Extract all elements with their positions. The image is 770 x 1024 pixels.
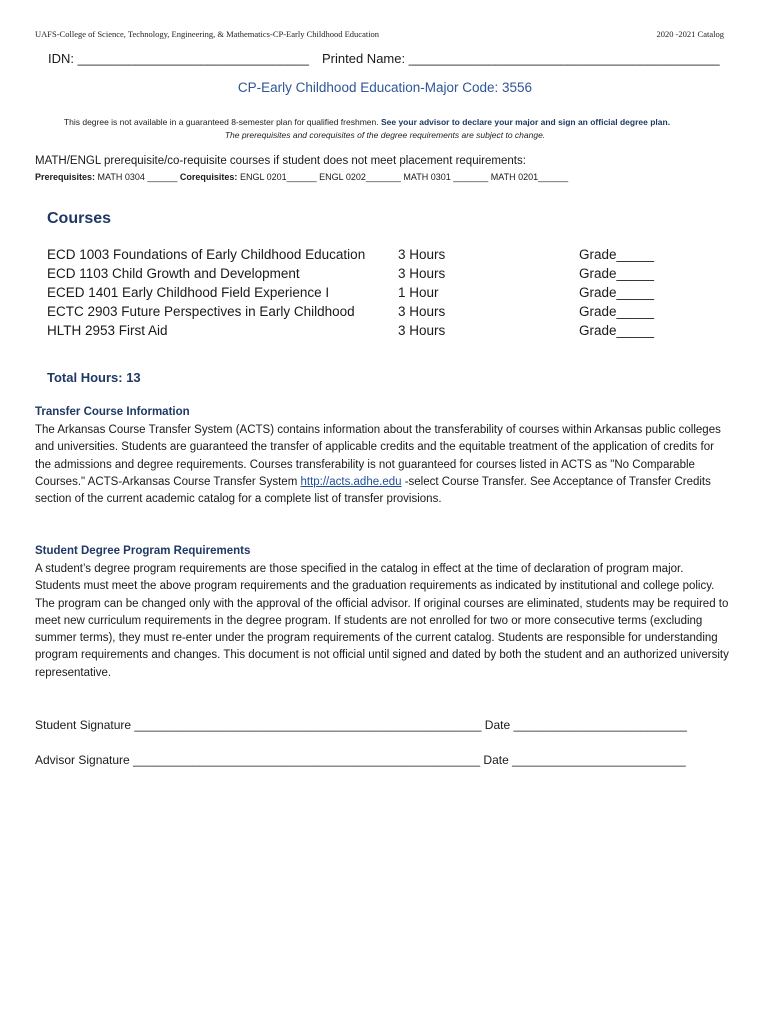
student-signature-line[interactable]: Student Signature ____________________________________________________ Date __________________________ bbox=[35, 718, 687, 732]
degree-notice bbox=[0, 117, 734, 127]
transfer-heading: Transfer Course Information bbox=[35, 406, 190, 418]
catalog-year: 2020 -2021 Catalog bbox=[656, 29, 724, 39]
acts-link[interactable]: http://acts.adhe.edu bbox=[300, 475, 402, 488]
advisor-signature-line[interactable]: Advisor Signature ____________________________________________________ Date __________________________ bbox=[35, 753, 686, 767]
idn-field[interactable]: IDN: ________________________________ bbox=[48, 51, 309, 66]
printed-name-field[interactable]: Printed Name: ___________________________________________ bbox=[322, 51, 720, 66]
course-grade[interactable]: Grade_____ bbox=[579, 285, 655, 300]
table-row bbox=[47, 283, 654, 302]
table-row bbox=[47, 264, 654, 283]
course-name: ECTC 2903 Future Perspectives in Early Childhood bbox=[47, 304, 355, 319]
courses-table bbox=[47, 245, 654, 340]
notice-plain: This degree is not available in a guaranteed 8-semester plan for qualified freshmen. bbox=[63, 117, 381, 127]
coreq-value: ENGL 0201______ ENGL 0202_______ MATH 0301 _______ MATH 0201______ bbox=[237, 172, 569, 182]
requirements-heading: Student Degree Program Requirements bbox=[35, 545, 251, 557]
coreq-label: Corequisites: bbox=[179, 172, 238, 182]
course-hours: 3 Hours bbox=[398, 266, 446, 281]
course-grade[interactable]: Grade_____ bbox=[579, 266, 655, 281]
course-grade[interactable]: Grade_____ bbox=[579, 247, 655, 262]
course-name: ECD 1103 Child Growth and Development bbox=[47, 266, 300, 281]
notice-italic: The prerequisites and corequisites of the degree requirements are subject to change. bbox=[224, 130, 546, 140]
course-grade[interactable]: Grade_____ bbox=[579, 304, 655, 319]
table-row bbox=[47, 245, 654, 264]
course-name: HLTH 2953 First Aid bbox=[47, 323, 168, 338]
course-hours: 1 Hour bbox=[398, 285, 439, 300]
notice-strong: See your advisor to declare your major and sign an official degree plan. bbox=[380, 117, 671, 127]
course-name: ECED 1401 Early Childhood Field Experience I bbox=[47, 285, 330, 300]
prereq-value: MATH 0304 ______ bbox=[95, 172, 180, 182]
transfer-text-after: -select Course Transfer. See Acceptance of Transfer Credits section of the current academic catalog for a complete list of transfer provisions. bbox=[35, 475, 711, 506]
prereq-heading: MATH/ENGL prerequisite/co-requisite courses if student does not meet placement requirements: bbox=[35, 155, 526, 167]
prereq-label: Prerequisites: bbox=[35, 172, 96, 182]
course-hours: 3 Hours bbox=[398, 247, 446, 262]
transfer-paragraph bbox=[35, 422, 729, 508]
table-row bbox=[47, 321, 654, 340]
page-title: CP-Early Childhood Education-Major Code: 3556 bbox=[237, 80, 533, 95]
total-hours: Total Hours: 13 bbox=[47, 370, 141, 385]
course-hours: 3 Hours bbox=[398, 323, 446, 338]
table-row bbox=[47, 302, 654, 321]
course-grade[interactable]: Grade_____ bbox=[579, 323, 655, 338]
prereq-line bbox=[35, 172, 568, 182]
course-hours: 3 Hours bbox=[398, 304, 446, 319]
courses-heading: Courses bbox=[47, 210, 112, 227]
course-name: ECD 1003 Foundations of Early Childhood Education bbox=[47, 247, 366, 262]
requirements-paragraph: A student’s degree program requirements are those specified in the catalog in effect at the time of declaration of program major. Students must meet the above program requirements and the graduation requirements as indicated by institutional and college policy. The program can be changed only with the approval of the official advisor. If original courses are eliminated, students may be required to meet new curriculum requirements in the degree program. If students are not enrolled for two or more consecutive terms (excluding summer terms), they must re-enter under the program requirements of the current catalog. Students are responsible for understanding program requirements and changes. This document is not official until signed and dated by both the student and an authorized university representative. bbox=[35, 563, 729, 679]
document-header-left: UAFS-College of Science, Technology, Engineering, & Mathematics-CP-Early Childhood Education bbox=[35, 29, 380, 39]
transfer-text-before: The Arkansas Course Transfer System (ACTS) contains information about the transferability of courses within Arkansas public colleges and universities. Students are guaranteed the transfer of applicable credits and the equitable treatment of the application of credits for the admissions and degree requirements. Courses transferability is not guaranteed for courses listed in ACTS as "No Comparable Courses." ACTS-Arkansas Course Transfer System bbox=[35, 424, 721, 488]
